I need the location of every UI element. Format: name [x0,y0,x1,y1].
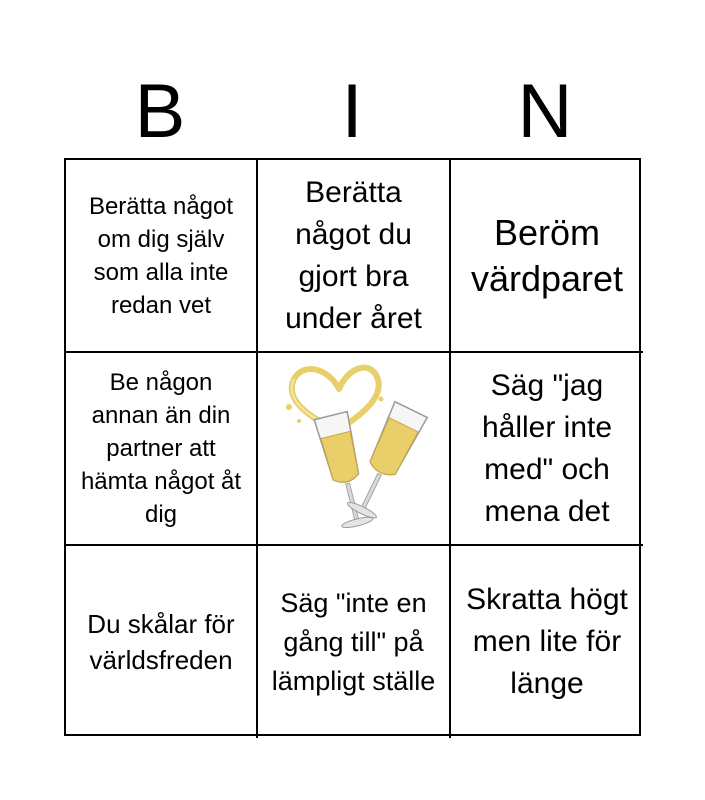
cell-text: Du skålar för världsfreden [87,609,235,675]
bingo-cell[interactable] [451,353,643,546]
bingo-cell[interactable] [451,160,643,353]
cell-text: Beröm värdparet [470,211,624,299]
champagne-toast-icon [269,359,439,539]
header-letter-i: I [341,69,363,154]
cell-text: Berätta något du gjort bra under året [285,175,422,335]
bingo-cell[interactable] [258,546,451,738]
free-space-cell[interactable] [258,353,451,546]
cell-text: Skratta högt men lite för länge [466,583,628,700]
cell-text: Be någon annan än din partner att hämta något åt dig [80,369,242,528]
bingo-header [64,62,641,162]
cell-text: Säg "inte en gång till" på lämpligt ställe [271,587,436,696]
bingo-cell[interactable] [66,160,258,353]
bingo-cell[interactable] [66,353,258,546]
bingo-cell[interactable] [66,546,258,738]
cell-text: Säg "jag håller inte med" och mena det [481,368,613,528]
header-letter-b: B [134,69,186,154]
header-letter-n: N [517,69,573,154]
bingo-cell[interactable] [451,546,643,738]
cell-text: Berätta något om dig själv som alla inte redan vet [88,192,234,319]
bingo-cell[interactable] [258,160,451,353]
bingo-grid [64,158,641,736]
